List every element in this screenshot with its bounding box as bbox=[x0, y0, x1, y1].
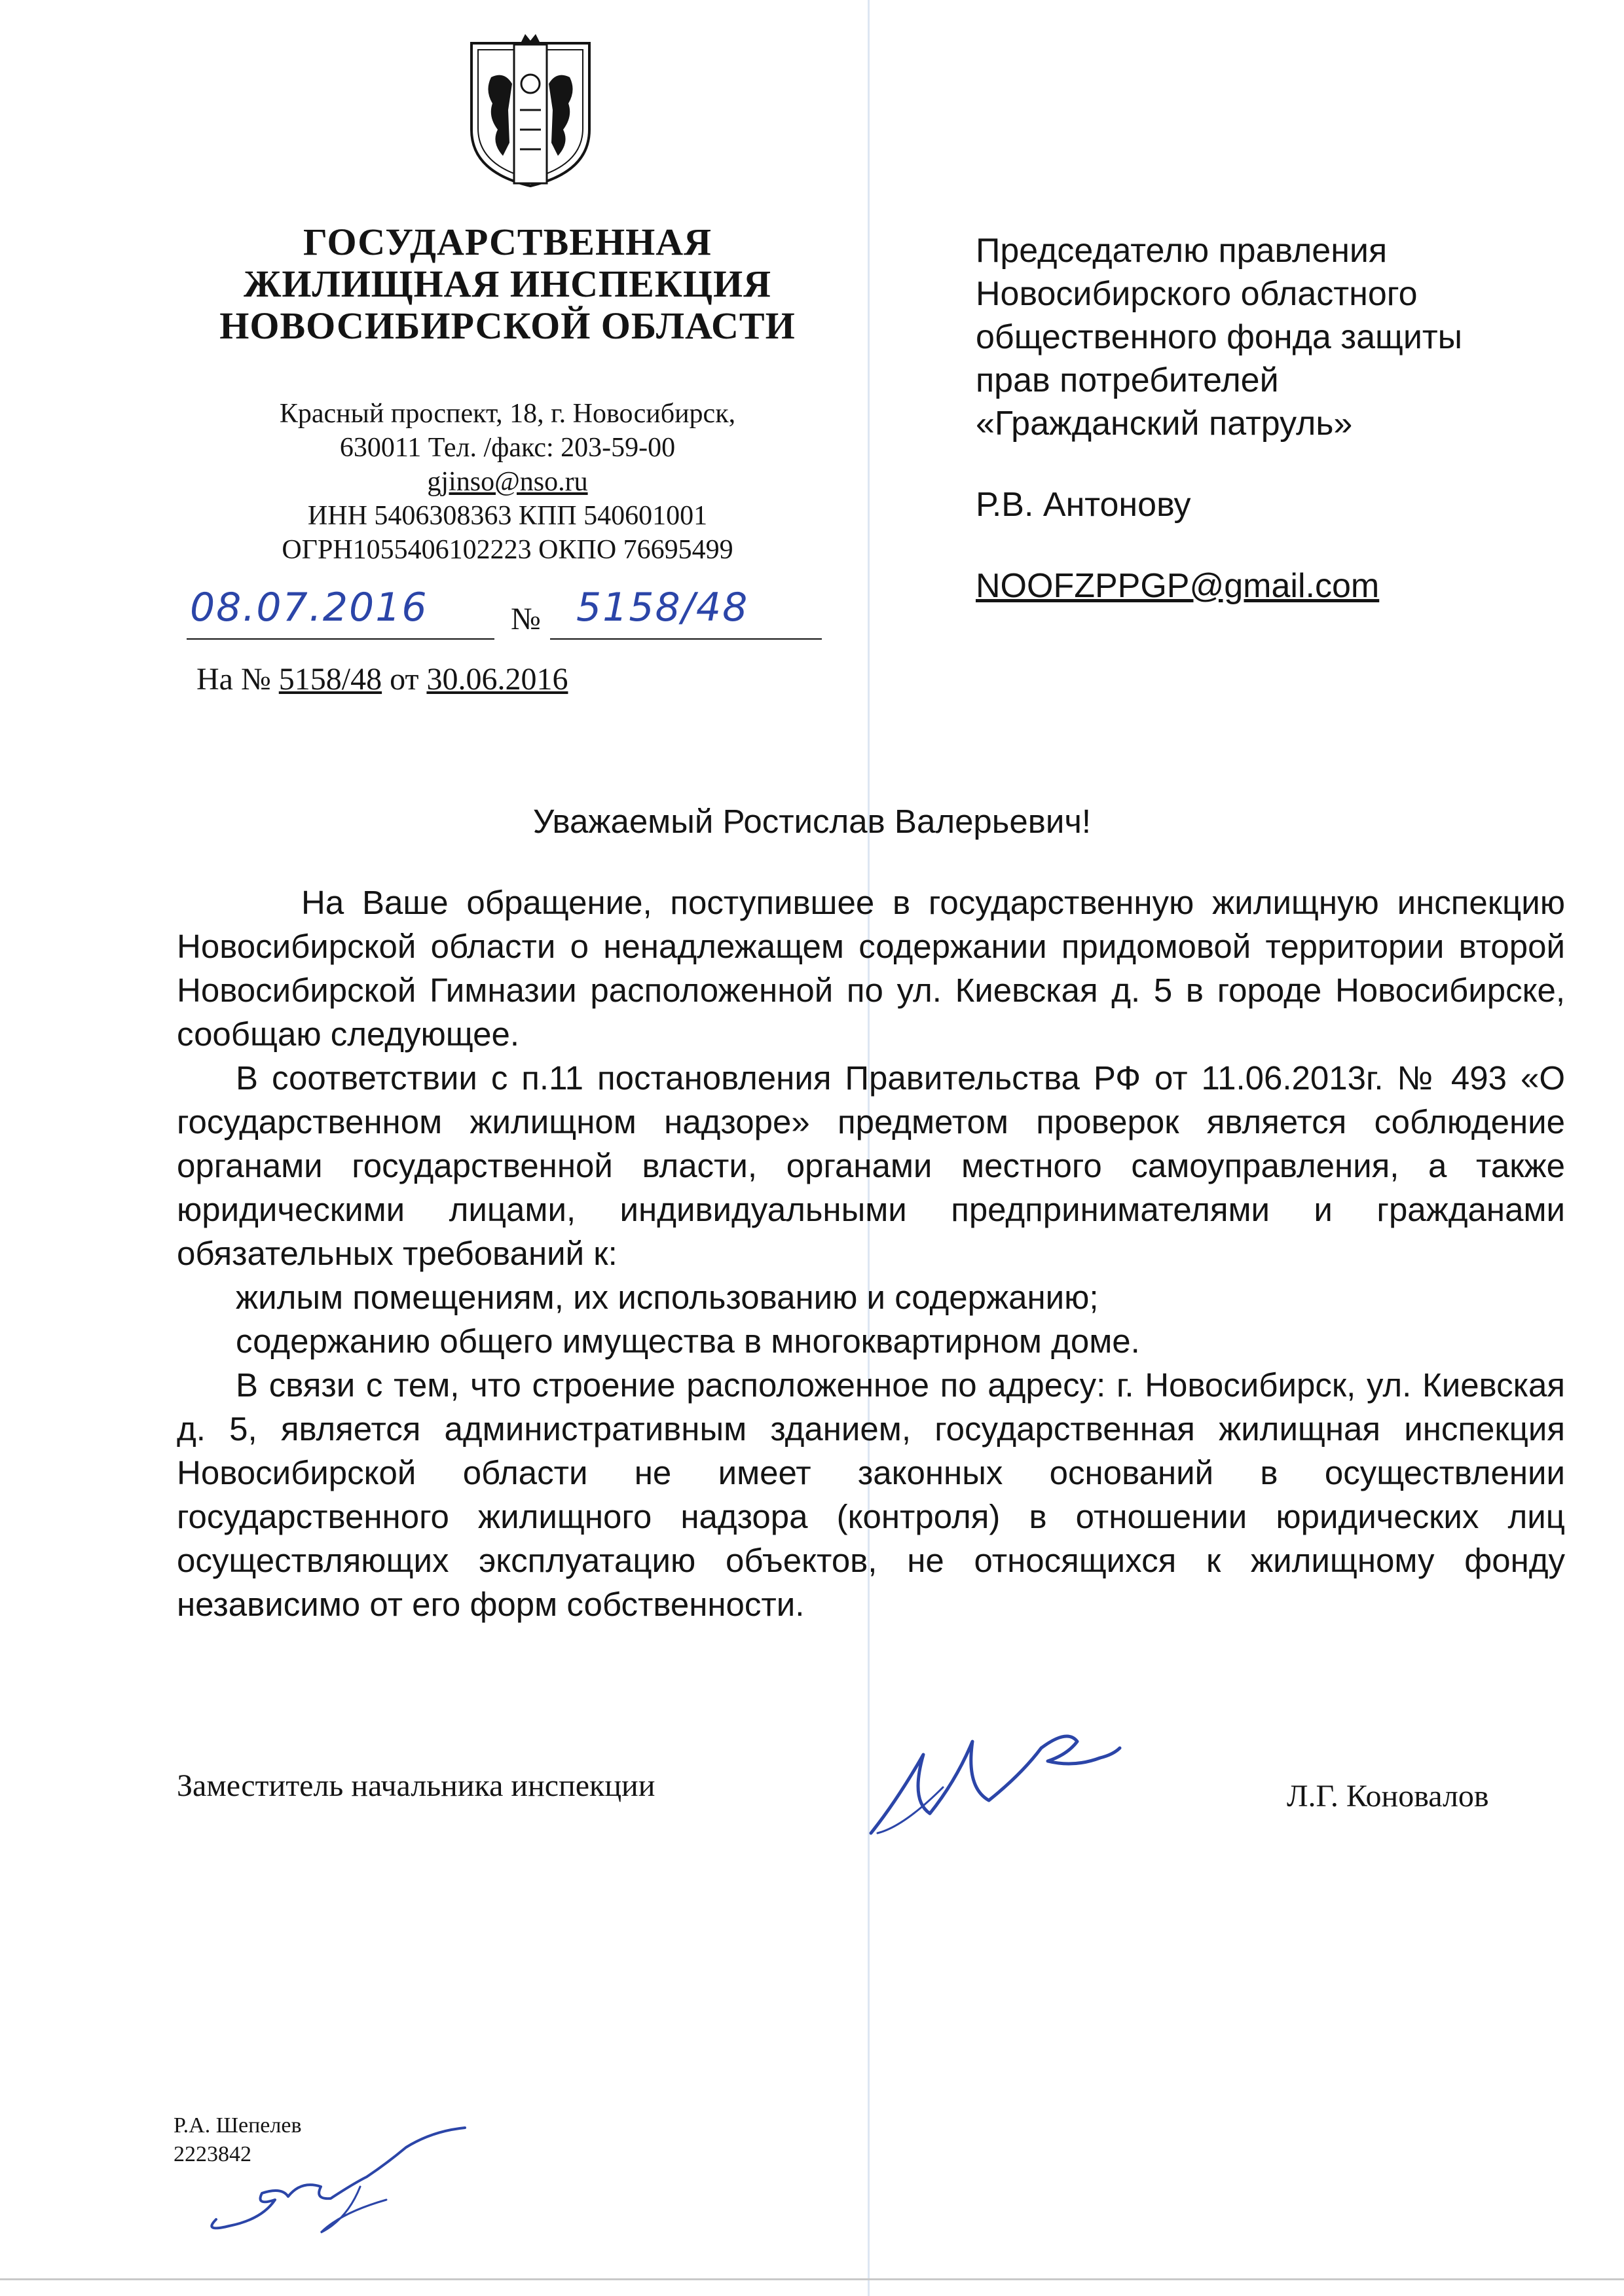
executor-phone: 2223842 bbox=[174, 2142, 251, 2166]
org-line-1: ГОСУДАРСТВЕННАЯ bbox=[303, 221, 712, 263]
coat-of-arms-icon bbox=[452, 31, 609, 189]
letter-body bbox=[177, 881, 1565, 1626]
body-list-item-2: содержанию общего имущества в многоквартирном доме. bbox=[236, 1322, 1140, 1360]
body-paragraph-2: В соответствии с п.11 постановления Правительства РФ от 11.06.2013г. № 493 «О государственном жилищном надзоре» предметом проверок является соблюдение органами государственной власти, органами местного самоуправления, а также юридическими лицами, индивидуальными предпринимателями и гражданами обязательных требований к: bbox=[177, 1059, 1565, 1272]
reference-number: 5158/48 bbox=[278, 662, 382, 697]
body-paragraph-1: На Ваше обращение, поступившее в государственную жилищную инспекцию Новосибирской области о ненадлежащем содержании придомовой территории второй Новосибирской Гимназии расположенной по ул. Киевская д. 5 в городе Новосибирске, сообщаю следующее. bbox=[177, 884, 1565, 1053]
outgoing-date-rule bbox=[187, 638, 494, 640]
reference-from: от bbox=[390, 662, 419, 697]
org-line-2: ЖИЛИЩНАЯ ИНСПЕКЦИЯ bbox=[244, 263, 771, 305]
handwritten-signature-icon bbox=[851, 1702, 1126, 1846]
sender-inn-kpp: ИНН 5406308363 КПП 540601001 bbox=[307, 501, 708, 531]
recipient-email-link[interactable]: NOOFZPPGP@gmail.com bbox=[976, 567, 1380, 605]
signatory-role: Заместитель начальника инспекции bbox=[177, 1768, 655, 1803]
recipient-line-4: прав потребителей bbox=[976, 361, 1279, 399]
outgoing-date-handwritten: 08.07.2016 bbox=[190, 585, 428, 630]
recipient-line-5: «Гражданский патруль» bbox=[976, 405, 1353, 443]
executor-name: Р.А. Шепелев bbox=[174, 2113, 302, 2138]
greeting: Уважаемый Ростислав Валерьевич! bbox=[532, 803, 1092, 840]
signatory-name: Л.Г. Коновалов bbox=[1287, 1779, 1489, 1813]
recipient-line-3: общественного фонда защиты bbox=[976, 318, 1463, 356]
sender-ogrn-okpo: ОГРН1055406102223 ОКПО 76695499 bbox=[282, 535, 733, 565]
reference-line bbox=[196, 661, 568, 698]
outgoing-number-rule bbox=[550, 638, 822, 640]
sender-address-line-2: 630011 Тел. /факс: 203-59-00 bbox=[339, 433, 676, 463]
outgoing-number-handwritten: 5158/48 bbox=[576, 585, 749, 630]
sender-organization bbox=[177, 221, 838, 347]
recipient-name: Р.В. Антонову bbox=[976, 486, 1191, 524]
scan-bottom-edge bbox=[0, 2278, 1624, 2280]
org-line-3: НОВОСИБИРСКОЙ ОБЛАСТИ bbox=[219, 304, 796, 347]
sender-contacts bbox=[177, 397, 838, 567]
recipient-line-2: Новосибирского областного bbox=[976, 275, 1418, 313]
sender-address-line-1: Красный проспект, 18, г. Новосибирск, bbox=[279, 399, 736, 429]
reference-date: 30.06.2016 bbox=[426, 662, 568, 697]
body-list-item-1: жилым помещениям, их использованию и содержанию; bbox=[236, 1279, 1099, 1316]
recipient-block bbox=[976, 229, 1578, 608]
executor-signature-icon bbox=[190, 2121, 498, 2239]
recipient-line-1: Председателю правления bbox=[976, 232, 1388, 270]
reference-prefix: На № bbox=[196, 662, 271, 697]
sender-email-link[interactable]: gjinso@nso.ru bbox=[427, 467, 588, 497]
body-paragraph-3: В связи с тем, что строение расположенное по адресу: г. Новосибирск, ул. Киевская д. 5, является административным зданием, государственная жилищная инспекция Новосибирской области не имеет законных оснований в осуществлении государственного жилищного надзора (контроля) в отношении юридических лиц осуществляющих эксплуатацию объектов, не относящихся к жилищному фонду независимо от его форм собственности. bbox=[177, 1366, 1565, 1623]
outgoing-number-sign: № bbox=[511, 602, 541, 636]
